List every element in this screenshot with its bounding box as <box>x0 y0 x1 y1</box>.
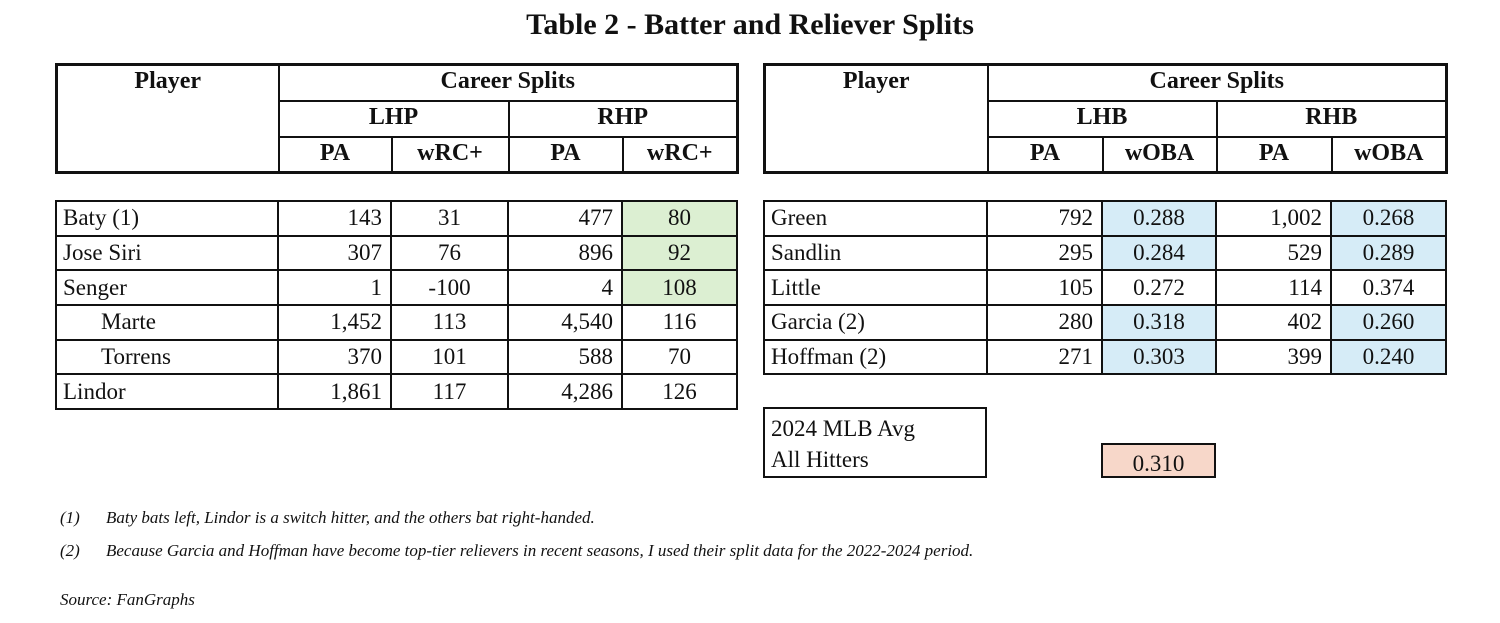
batter-header <box>55 63 739 174</box>
player-name: Green <box>764 201 987 236</box>
table-row <box>56 236 737 271</box>
footnote-number: (2) <box>60 541 80 560</box>
table-row <box>56 374 737 409</box>
table-row <box>56 305 737 340</box>
lhb-pa: 280 <box>987 305 1102 340</box>
lhb-woba: 0.318 <box>1102 305 1216 340</box>
table-title: Table 2 - Batter and Reliever Splits <box>526 8 974 41</box>
footnote-2 <box>60 541 973 561</box>
player-name: Torrens <box>56 340 278 375</box>
rhp-pa: 4,540 <box>508 305 622 340</box>
player-name: Jose Siri <box>56 236 278 271</box>
rhp-wrc: 70 <box>622 340 737 375</box>
pa-header: PA <box>1217 137 1332 173</box>
rhp-wrc: 116 <box>622 305 737 340</box>
lhb-pa: 105 <box>987 270 1102 305</box>
wrc-header: wRC+ <box>392 137 509 173</box>
career-splits-header: Career Splits <box>279 65 738 101</box>
batter-table <box>55 200 738 410</box>
player-name: Sandlin <box>764 236 987 271</box>
lhp-pa: 307 <box>278 236 391 271</box>
wrc-header: wRC+ <box>623 137 738 173</box>
lhb-woba: 0.284 <box>1102 236 1216 271</box>
table-row <box>764 201 1446 236</box>
lhp-wrc: -100 <box>391 270 508 305</box>
lhb-pa: 792 <box>987 201 1102 236</box>
rhb-woba: 0.289 <box>1331 236 1446 271</box>
reliever-header <box>763 63 1448 174</box>
lhb-pa: 295 <box>987 236 1102 271</box>
rhb-pa: 1,002 <box>1216 201 1331 236</box>
table-row <box>764 236 1446 271</box>
table-row <box>56 340 737 375</box>
lhp-header: LHP <box>279 101 509 137</box>
table-row <box>764 270 1446 305</box>
pa-header: PA <box>279 137 392 173</box>
rhp-header: RHP <box>509 101 738 137</box>
lhp-pa: 143 <box>278 201 391 236</box>
rhb-woba: 0.260 <box>1331 305 1446 340</box>
player-name: Baty (1) <box>56 201 278 236</box>
woba-header: wOBA <box>1332 137 1447 173</box>
footnote-text: Because Garcia and Hoffman have become top-tier relievers in recent seasons, I used their split data for the 2022-2024 period. <box>106 541 974 560</box>
rhb-woba: 0.268 <box>1331 201 1446 236</box>
woba-header: wOBA <box>1103 137 1217 173</box>
lhp-pa: 1,452 <box>278 305 391 340</box>
rhp-pa: 588 <box>508 340 622 375</box>
lhp-wrc: 101 <box>391 340 508 375</box>
rhp-pa: 896 <box>508 236 622 271</box>
career-splits-header: Career Splits <box>988 65 1447 101</box>
footnote-1 <box>60 508 595 528</box>
player-name: Little <box>764 270 987 305</box>
footnote-text: Baty bats left, Lindor is a switch hitter, and the others bat right-handed. <box>106 508 595 527</box>
lhb-header: LHB <box>988 101 1217 137</box>
lhp-wrc: 113 <box>391 305 508 340</box>
pa-header: PA <box>509 137 623 173</box>
player-header: Player <box>765 65 988 173</box>
table-row <box>56 270 737 305</box>
lhb-woba: 0.272 <box>1102 270 1216 305</box>
rhb-pa: 399 <box>1216 340 1331 375</box>
lhp-wrc: 76 <box>391 236 508 271</box>
rhb-header: RHB <box>1217 101 1447 137</box>
rhb-pa: 114 <box>1216 270 1331 305</box>
lhp-wrc: 31 <box>391 201 508 236</box>
reliever-table <box>763 200 1447 375</box>
rhp-wrc: 126 <box>622 374 737 409</box>
rhp-wrc: 108 <box>622 270 737 305</box>
rhp-pa: 4,286 <box>508 374 622 409</box>
table-row <box>764 305 1446 340</box>
player-header: Player <box>57 65 279 173</box>
player-name: Lindor <box>56 374 278 409</box>
mlb-avg-value: 0.310 <box>1101 443 1216 478</box>
lhb-pa: 271 <box>987 340 1102 375</box>
player-name: Hoffman (2) <box>764 340 987 375</box>
player-name: Garcia (2) <box>764 305 987 340</box>
lhp-pa: 370 <box>278 340 391 375</box>
footnote-number: (1) <box>60 508 80 527</box>
rhp-wrc: 92 <box>622 236 737 271</box>
lhb-woba: 0.303 <box>1102 340 1216 375</box>
mlb-avg-line1: 2024 MLB Avg <box>771 416 915 441</box>
mlb-avg-line2: All Hitters <box>771 447 869 472</box>
rhb-woba: 0.374 <box>1331 270 1446 305</box>
mlb-avg-label-box <box>763 407 987 478</box>
rhp-wrc: 80 <box>622 201 737 236</box>
lhp-pa: 1 <box>278 270 391 305</box>
rhb-pa: 402 <box>1216 305 1331 340</box>
lhp-pa: 1,861 <box>278 374 391 409</box>
rhb-woba: 0.240 <box>1331 340 1446 375</box>
table-row <box>764 340 1446 375</box>
player-name: Marte <box>56 305 278 340</box>
lhp-wrc: 117 <box>391 374 508 409</box>
pa-header: PA <box>988 137 1103 173</box>
rhp-pa: 477 <box>508 201 622 236</box>
table-row <box>56 201 737 236</box>
player-name: Senger <box>56 270 278 305</box>
lhb-woba: 0.288 <box>1102 201 1216 236</box>
source-note: Source: FanGraphs <box>60 590 195 609</box>
rhp-pa: 4 <box>508 270 622 305</box>
rhb-pa: 529 <box>1216 236 1331 271</box>
